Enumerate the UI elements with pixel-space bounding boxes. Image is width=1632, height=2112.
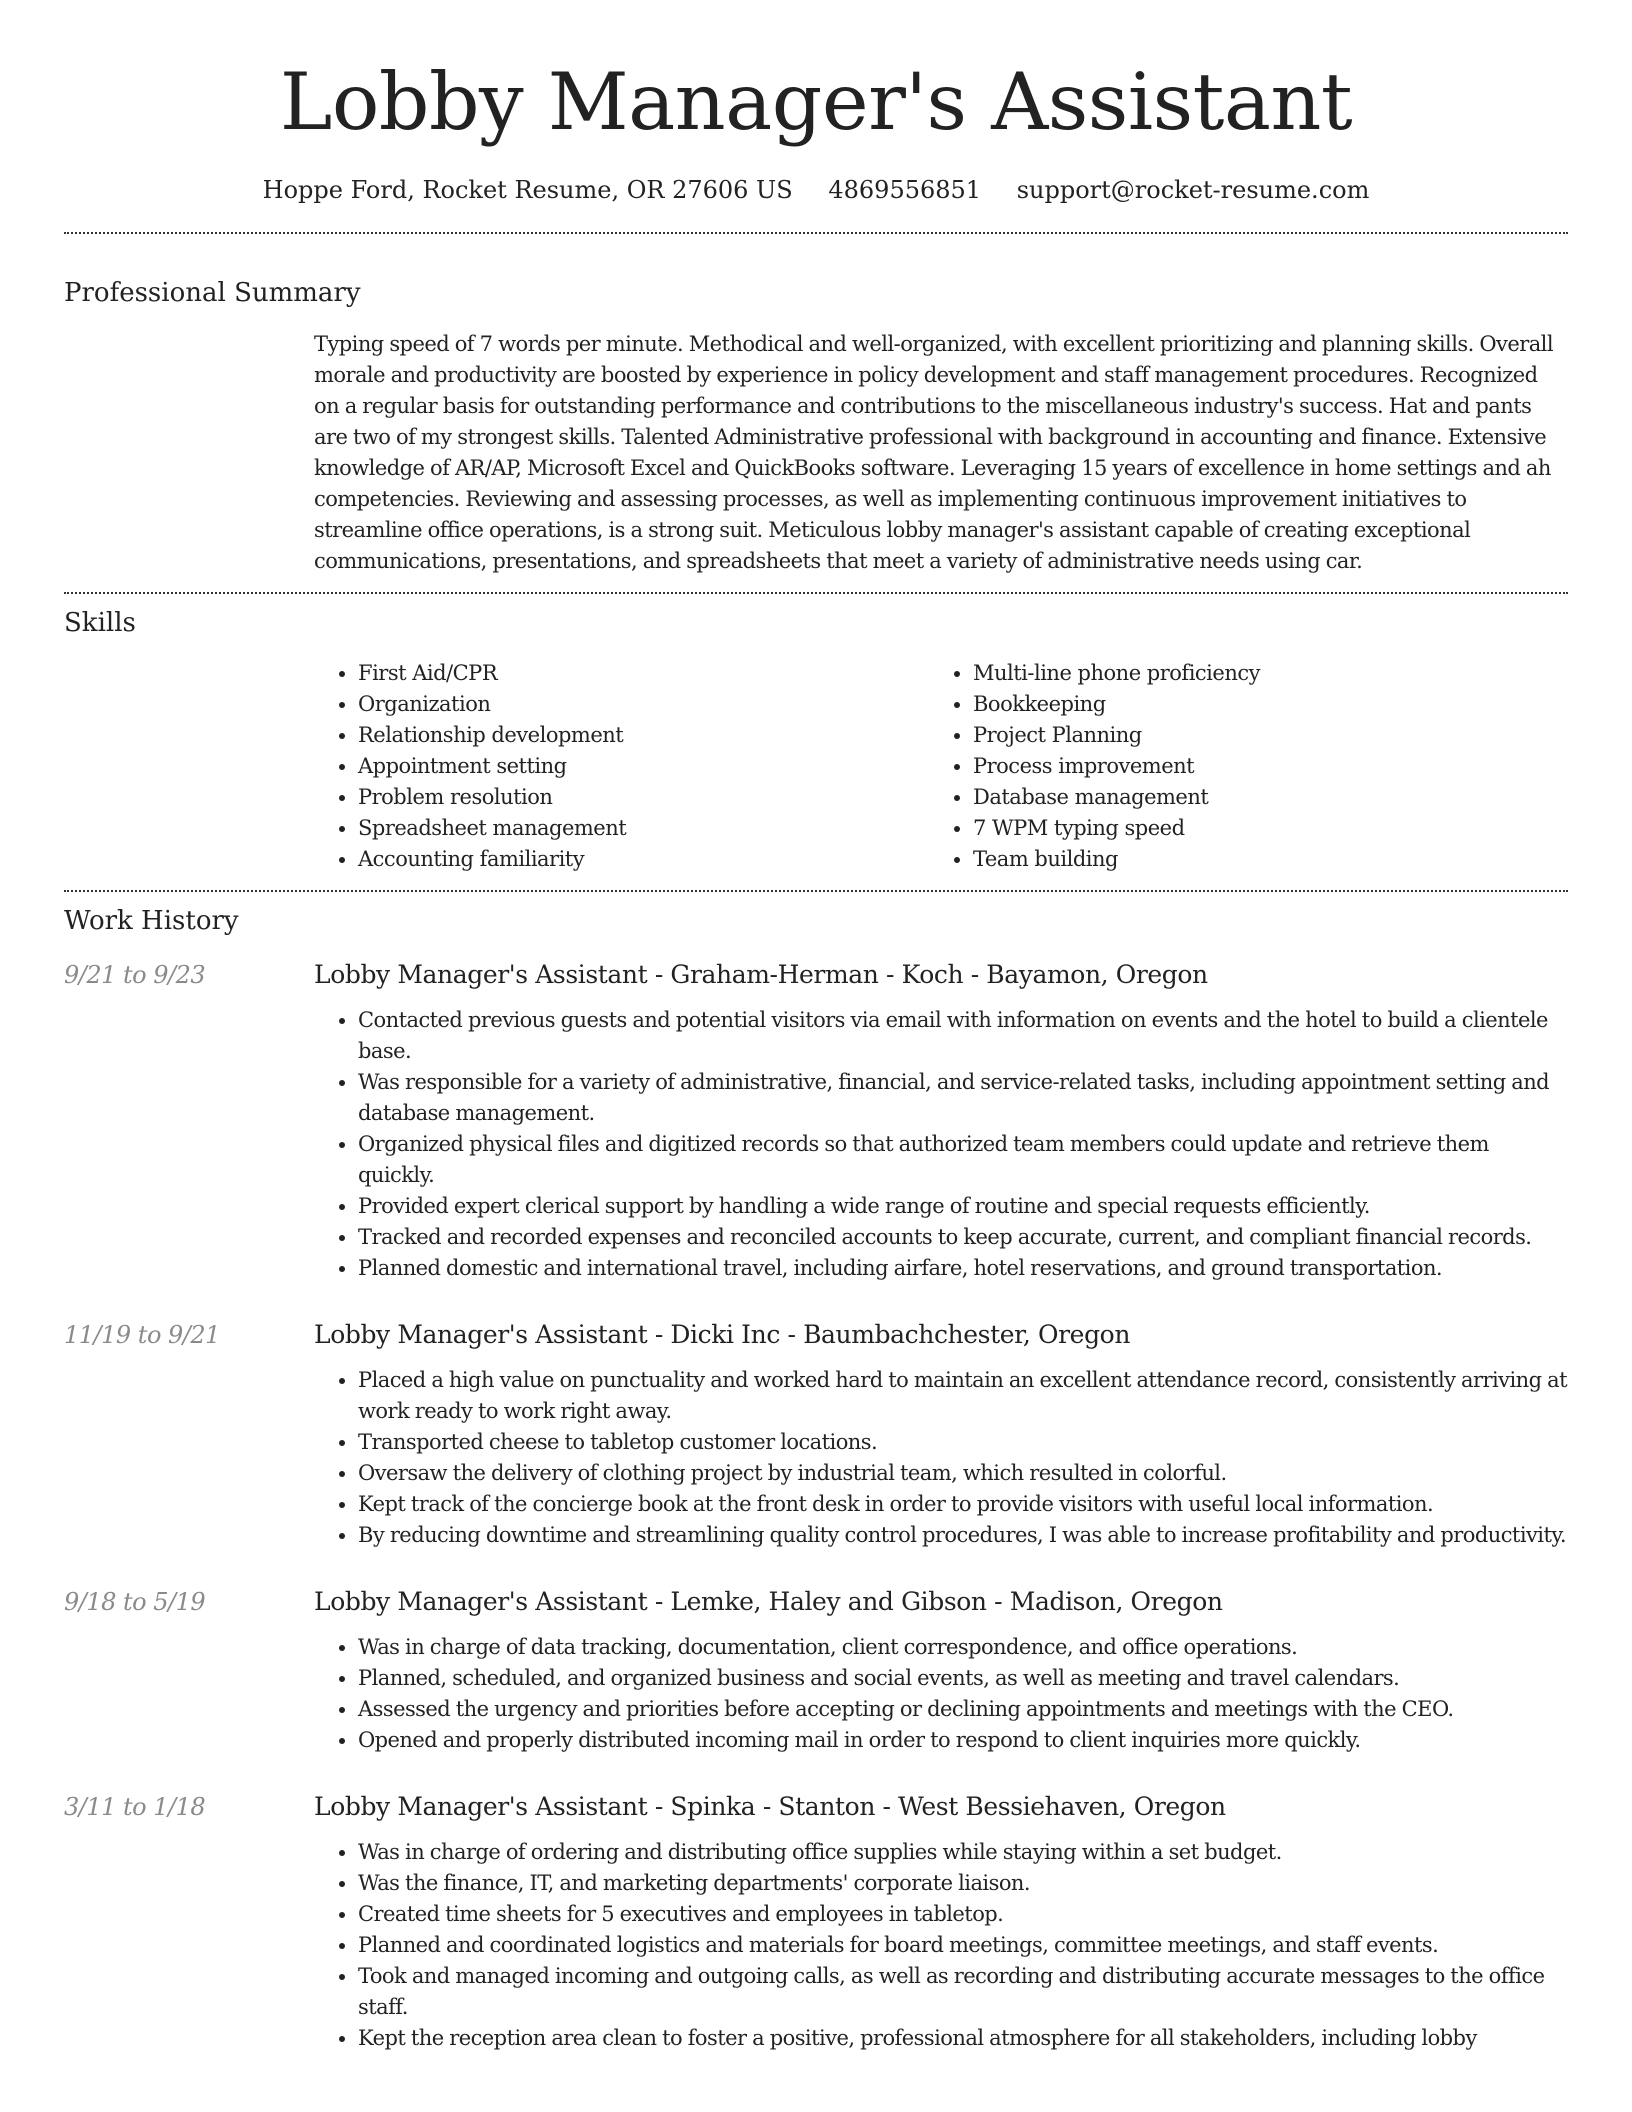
skill-item: • Bookkeeping bbox=[973, 689, 1544, 720]
job-bullet: • Placed a high value on punctuality and worked hard to maintain an excellent attendance record, consistently arriving at work ready to work right away. bbox=[358, 1365, 1568, 1427]
skill-item: • Team building bbox=[973, 844, 1544, 875]
skill-item: • Problem resolution bbox=[358, 782, 929, 813]
job-entry bbox=[64, 1790, 1568, 2054]
job-heading: Lobby Manager's Assistant - Dicki Inc - Baumbachchester, Oregon bbox=[314, 1320, 1131, 1349]
summary-text: Typing speed of 7 words per minute. Methodical and well-organized, with excellent prioritizing and planning skills. Overall morale and productivity are boosted by experience in policy development and staff management procedures. Recognized on a regular basis for outstanding performance and contributions to the miscellaneous industry's success. Hat and pants are two of my strongest skills. Talented Administrative professional with background in accounting and finance. Extensive knowledge of AR/AP, Microsoft Excel and QuickBooks software. Leveraging 15 years of excellence in home settings and ah competencies. Reviewing and assessing processes, as well as implementing continuous improvement initiatives to streamline office operations, is a strong suit. Meticulous lobby manager's assistant capable of creating exceptional communications, presentations, and spreadsheets that meet a variety of administrative needs using car. bbox=[314, 332, 1554, 573]
contact-phone: 4869556851 bbox=[828, 176, 982, 204]
skills-list-left bbox=[314, 658, 929, 875]
job-dates: 11/19 to 9/21 bbox=[64, 1321, 220, 1349]
skill-item: • Multi-line phone proficiency bbox=[973, 658, 1544, 689]
skill-item: • Database management bbox=[973, 782, 1544, 813]
job-bullets bbox=[314, 1837, 1568, 2054]
job-bullets bbox=[314, 1365, 1568, 1551]
skill-item: • Appointment setting bbox=[358, 751, 929, 782]
job-body bbox=[314, 958, 1568, 1284]
job-bullet: • Kept the reception area clean to foster a positive, professional atmosphere for all stakeholders, including lobby bbox=[358, 2023, 1568, 2054]
job-bullet: • Took and managed incoming and outgoing calls, as well as recording and distributing accurate messages to the office staff. bbox=[358, 1961, 1568, 2023]
job-bullet: • Planned, scheduled, and organized business and social events, as well as meeting and travel calendars. bbox=[358, 1663, 1568, 1694]
job-bullet: • Planned and coordinated logistics and materials for board meetings, committee meetings, and staff events. bbox=[358, 1930, 1568, 1961]
job-bullet: • Was the finance, IT, and marketing departments' corporate liaison. bbox=[358, 1868, 1568, 1899]
job-dates: 9/21 to 9/23 bbox=[64, 961, 206, 989]
job-bullet: • Was in charge of data tracking, documentation, client correspondence, and office operations. bbox=[358, 1632, 1568, 1663]
skills-heading: Skills bbox=[64, 608, 136, 638]
work-history-heading: Work History bbox=[64, 906, 239, 936]
job-body bbox=[314, 1790, 1568, 2054]
job-entry bbox=[64, 1585, 1568, 1756]
job-body bbox=[314, 1585, 1568, 1756]
section-divider bbox=[64, 232, 1568, 234]
job-body bbox=[314, 1318, 1568, 1551]
skill-item: • Organization bbox=[358, 689, 929, 720]
job-bullet: • Oversaw the delivery of clothing project by industrial team, which resulted in colorful. bbox=[358, 1458, 1568, 1489]
contact-address: Hoppe Ford, Rocket Resume, OR 27606 US bbox=[262, 176, 793, 204]
job-bullet: • Assessed the urgency and priorities before accepting or declining appointments and meetings with the CEO. bbox=[358, 1694, 1568, 1725]
job-bullet: • Created time sheets for 5 executives and employees in tabletop. bbox=[358, 1899, 1568, 1930]
job-bullet: • By reducing downtime and streamlining quality control procedures, I was able to increase profitability and productivity. bbox=[358, 1520, 1568, 1551]
skill-item: • First Aid/CPR bbox=[358, 658, 929, 689]
job-bullet: • Kept track of the concierge book at the front desk in order to provide visitors with useful local information. bbox=[358, 1489, 1568, 1520]
skill-item: • Relationship development bbox=[358, 720, 929, 751]
contact-line bbox=[64, 172, 1568, 208]
resume-page bbox=[64, 0, 1568, 2054]
job-dates: 9/18 to 5/19 bbox=[64, 1588, 206, 1616]
skill-item: • 7 WPM typing speed bbox=[973, 813, 1544, 844]
section-divider bbox=[64, 890, 1568, 892]
job-bullets bbox=[314, 1005, 1568, 1284]
skill-item: • Spreadsheet management bbox=[358, 813, 929, 844]
job-heading: Lobby Manager's Assistant - Lemke, Haley and Gibson - Madison, Oregon bbox=[314, 1587, 1223, 1616]
skill-item: • Project Planning bbox=[973, 720, 1544, 751]
job-heading: Lobby Manager's Assistant - Spinka - Stanton - West Bessiehaven, Oregon bbox=[314, 1792, 1226, 1821]
skill-item: • Process improvement bbox=[973, 751, 1544, 782]
job-bullet: • Was in charge of ordering and distributing office supplies while staying within a set budget. bbox=[358, 1837, 1568, 1868]
job-entry bbox=[64, 1318, 1568, 1551]
skills-grid bbox=[314, 658, 1568, 875]
job-heading: Lobby Manager's Assistant - Graham-Herman - Koch - Bayamon, Oregon bbox=[314, 960, 1208, 989]
job-entry bbox=[64, 958, 1568, 1284]
job-bullet: • Opened and properly distributed incoming mail in order to respond to client inquiries more quickly. bbox=[358, 1725, 1568, 1756]
job-bullet: • Tracked and recorded expenses and reconciled accounts to keep accurate, current, and compliant financial records. bbox=[358, 1222, 1568, 1253]
contact-email: support@rocket-resume.com bbox=[1016, 176, 1370, 204]
resume-name: Lobby Manager's Assistant bbox=[279, 56, 1353, 148]
skills-list-right bbox=[929, 658, 1544, 875]
job-dates: 3/11 to 1/18 bbox=[64, 1793, 206, 1821]
job-bullet: • Provided expert clerical support by handling a wide range of routine and special requests efficiently. bbox=[358, 1191, 1568, 1222]
section-divider bbox=[64, 592, 1568, 594]
summary-heading: Professional Summary bbox=[64, 278, 361, 308]
skill-item: • Accounting familiarity bbox=[358, 844, 929, 875]
job-bullet: • Was responsible for a variety of administrative, financial, and service-related tasks, including appointment setting and database management. bbox=[358, 1067, 1568, 1129]
job-bullet: • Transported cheese to tabletop customer locations. bbox=[358, 1427, 1568, 1458]
job-bullets bbox=[314, 1632, 1568, 1756]
job-bullet: • Contacted previous guests and potential visitors via email with information on events and the hotel to build a clientele base. bbox=[358, 1005, 1568, 1067]
job-bullet: • Planned domestic and international travel, including airfare, hotel reservations, and ground transportation. bbox=[358, 1253, 1568, 1284]
job-bullet: • Organized physical files and digitized records so that authorized team members could update and retrieve them quickly. bbox=[358, 1129, 1568, 1191]
